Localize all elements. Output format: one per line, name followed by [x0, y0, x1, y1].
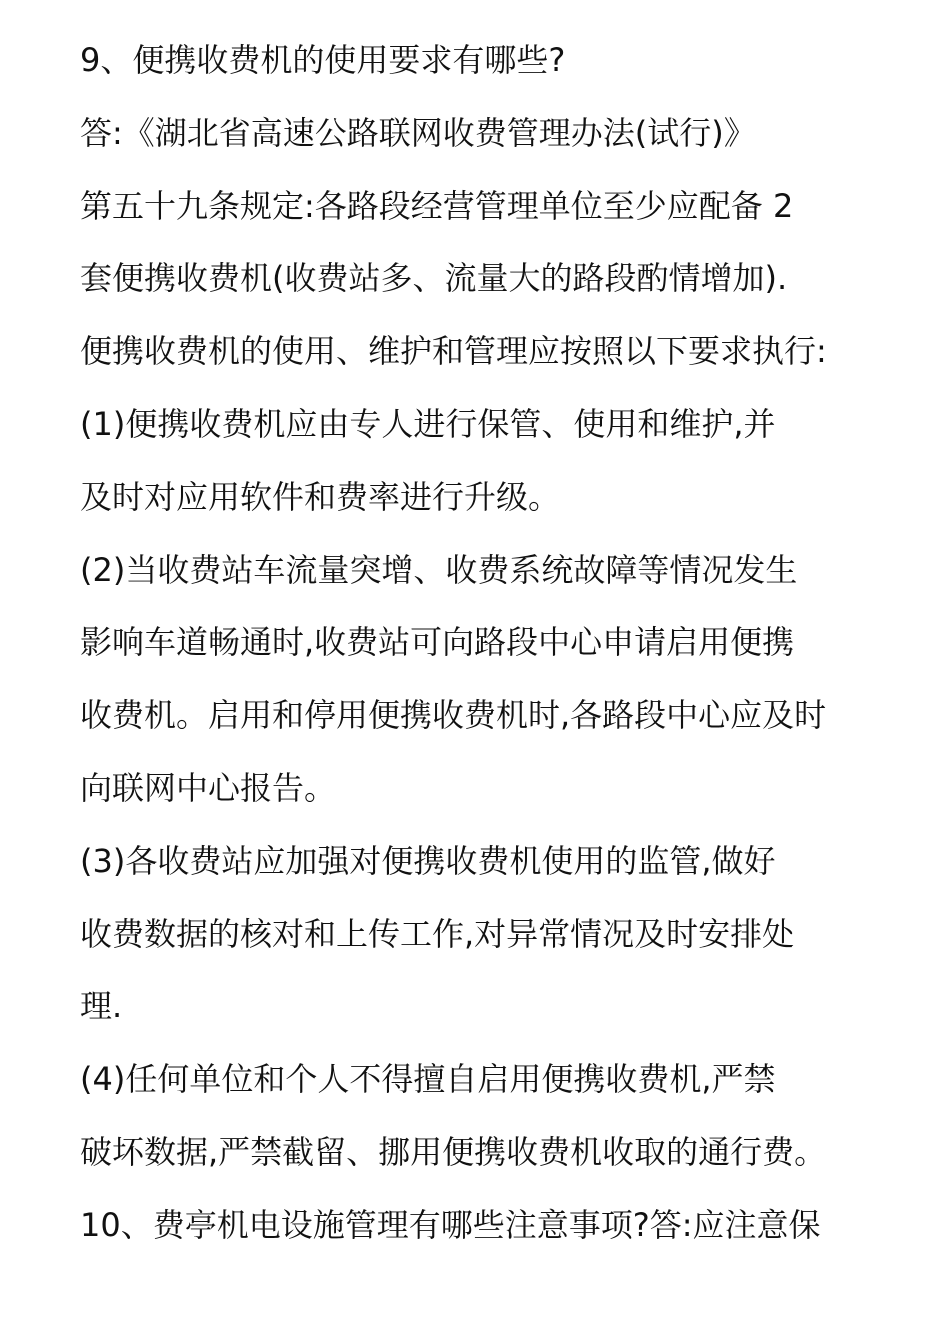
- text-line: (4)任何单位和个人不得擅自启用便携收费机,严禁: [80, 1060, 776, 1099]
- text-line: (2)当收费站车流量突增、收费系统故障等情况发生: [80, 550, 798, 589]
- text-line: 答:《湖北省高速公路联网收费管理办法(试行)》: [80, 113, 756, 152]
- text-line: 影响车道畅通时,收费站可向路段中心申请启用便携: [80, 623, 795, 662]
- text-line: 及时对应用软件和费率进行升级。: [80, 477, 561, 516]
- text-line: (3)各收费站应加强对便携收费机使用的监管,做好: [80, 841, 776, 880]
- text-line: 套便携收费机(收费站多、流量大的路段酌情增加).: [80, 259, 788, 298]
- text-line: 第五十九条规定:各路段经营管理单位至少应配备 2: [80, 186, 794, 225]
- text-line: 9、便携收费机的使用要求有哪些?: [80, 41, 566, 79]
- text-line: 10、费亭机电设施管理有哪些注意事项?答:应注意保: [80, 1205, 821, 1244]
- text-line: 破坏数据,严禁截留、挪用便携收费机收取的通行费。: [80, 1132, 827, 1171]
- text-line: 收费数据的核对和上传工作,对异常情况及时安排处: [80, 914, 795, 953]
- document-page: [80, 24, 880, 1262]
- text-line: 理.: [80, 987, 123, 1026]
- text-line: 便携收费机的使用、维护和管理应按照以下要求执行:: [80, 332, 827, 371]
- text-line: 向联网中心报告。: [80, 768, 337, 807]
- text-line: 收费机。启用和停用便携收费机时,各路段中心应及时: [80, 696, 827, 735]
- text-line: (1)便携收费机应由专人进行保管、使用和维护,并: [80, 404, 776, 443]
